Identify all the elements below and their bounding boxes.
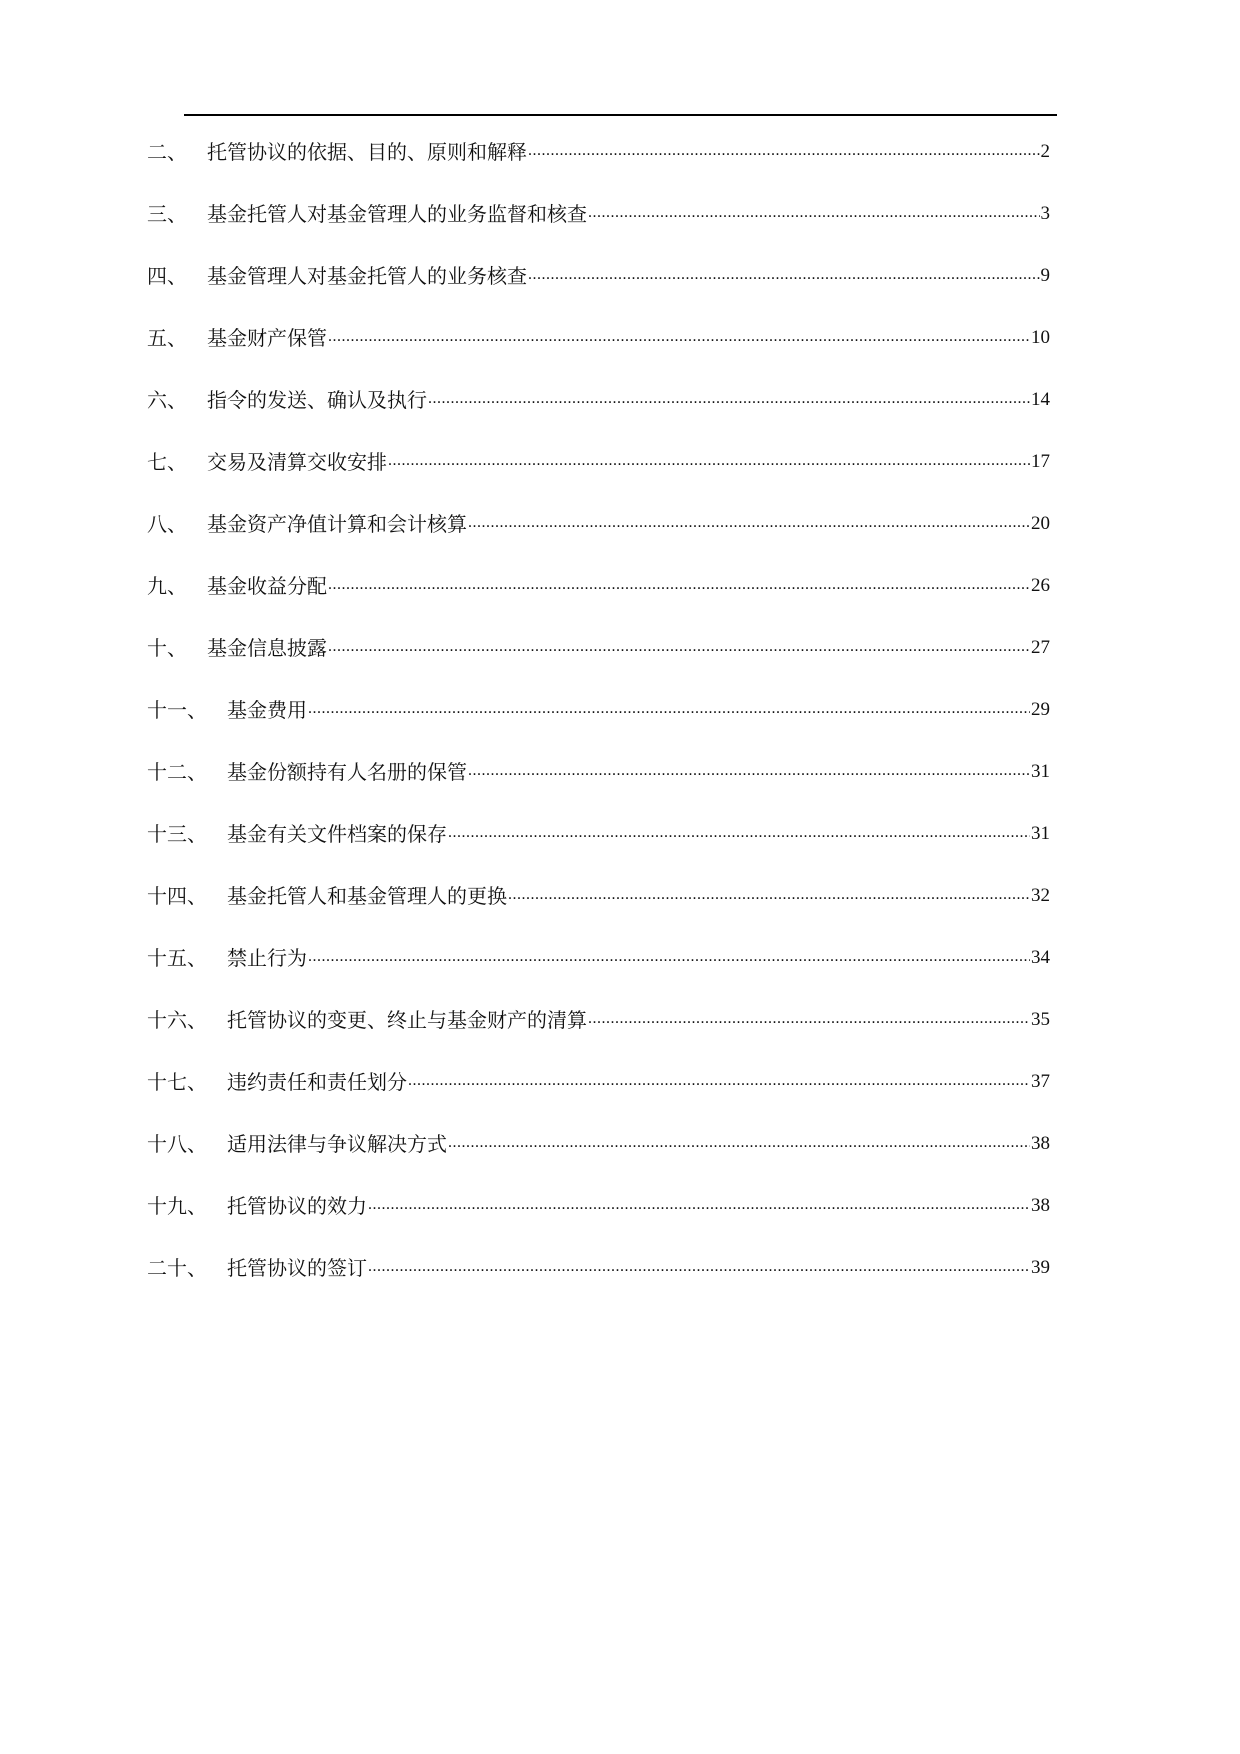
toc-entry[interactable] bbox=[147, 927, 1050, 989]
toc-dot-leader bbox=[447, 1132, 1030, 1156]
toc-dot-leader bbox=[467, 760, 1030, 784]
toc-entry-page: 38 bbox=[1031, 1133, 1050, 1154]
toc-dot-leader bbox=[387, 450, 1030, 474]
toc-entry[interactable] bbox=[147, 803, 1050, 865]
toc-entry-page: 39 bbox=[1031, 1257, 1050, 1278]
toc-entry-page: 29 bbox=[1031, 699, 1050, 720]
toc-entry-title: 基金费用 bbox=[227, 698, 307, 722]
toc-entry-number: 四、 bbox=[147, 264, 187, 288]
toc-entry-number: 二十、 bbox=[147, 1256, 207, 1280]
toc-dot-leader bbox=[367, 1256, 1030, 1280]
toc-dot-leader bbox=[327, 326, 1030, 350]
toc-entry-page: 38 bbox=[1031, 1195, 1050, 1216]
toc-entry[interactable] bbox=[147, 865, 1050, 927]
toc-entry[interactable] bbox=[147, 431, 1050, 493]
toc-entry-page: 17 bbox=[1031, 451, 1050, 472]
toc-entry-title: 托管协议的效力 bbox=[227, 1194, 367, 1218]
toc-entry-title: 指令的发送、确认及执行 bbox=[207, 388, 427, 412]
toc-dot-leader bbox=[367, 1194, 1030, 1218]
toc-entry-number: 十七、 bbox=[147, 1070, 207, 1094]
toc-entry-title: 交易及清算交收安排 bbox=[207, 450, 387, 474]
toc-entry[interactable] bbox=[147, 183, 1050, 245]
toc-entry-title: 基金资产净值计算和会计核算 bbox=[207, 512, 467, 536]
toc-entry-page: 14 bbox=[1031, 389, 1050, 410]
toc-entry-title: 禁止行为 bbox=[227, 946, 307, 970]
toc-entry[interactable] bbox=[147, 555, 1050, 617]
toc-entry[interactable] bbox=[147, 741, 1050, 803]
toc-entry-number: 十一、 bbox=[147, 698, 207, 722]
toc-entry-title: 基金有关文件档案的保存 bbox=[227, 822, 447, 846]
toc-dot-leader bbox=[467, 512, 1030, 536]
toc-entry-number: 十九、 bbox=[147, 1194, 207, 1218]
toc-entry[interactable] bbox=[147, 1175, 1050, 1237]
toc-entry-page: 2 bbox=[1040, 141, 1050, 162]
toc-dot-leader bbox=[327, 574, 1030, 598]
toc-entry-page: 32 bbox=[1031, 885, 1050, 906]
toc-entry[interactable] bbox=[147, 245, 1050, 307]
toc-entry[interactable] bbox=[147, 1237, 1050, 1299]
toc-entry-number: 十四、 bbox=[147, 884, 207, 908]
toc-entry[interactable] bbox=[147, 121, 1050, 183]
toc-entry-title: 基金收益分配 bbox=[207, 574, 327, 598]
toc-dot-leader bbox=[527, 264, 1040, 288]
toc-entry-title: 基金管理人对基金托管人的业务核查 bbox=[207, 264, 527, 288]
toc-entry-number: 十三、 bbox=[147, 822, 207, 846]
toc-entry[interactable] bbox=[147, 369, 1050, 431]
toc-entry-number: 十二、 bbox=[147, 760, 207, 784]
toc-entry[interactable] bbox=[147, 1113, 1050, 1175]
toc-entry-number: 十五、 bbox=[147, 946, 207, 970]
toc-entry-page: 31 bbox=[1031, 823, 1050, 844]
toc-entry-page: 10 bbox=[1031, 327, 1050, 348]
toc-entry-number: 七、 bbox=[147, 450, 187, 474]
toc-entry-page: 3 bbox=[1040, 203, 1050, 224]
toc-entry-title: 适用法律与争议解决方式 bbox=[227, 1132, 447, 1156]
toc-entry-number: 十八、 bbox=[147, 1132, 207, 1156]
toc-entry-page: 31 bbox=[1031, 761, 1050, 782]
toc-dot-leader bbox=[307, 698, 1030, 722]
toc-dot-leader bbox=[327, 636, 1030, 660]
toc-dot-leader bbox=[507, 884, 1030, 908]
toc-dot-leader bbox=[527, 140, 1040, 164]
toc-entry-page: 27 bbox=[1031, 637, 1050, 658]
toc-entry-number: 三、 bbox=[147, 202, 187, 226]
toc-entry-page: 20 bbox=[1031, 513, 1050, 534]
toc-entry-title: 基金托管人和基金管理人的更换 bbox=[227, 884, 507, 908]
toc-entry-title: 违约责任和责任划分 bbox=[227, 1070, 407, 1094]
header-rule bbox=[184, 114, 1057, 116]
toc-entry-title: 基金财产保管 bbox=[207, 326, 327, 350]
toc-entry-page: 34 bbox=[1031, 947, 1050, 968]
toc-entry-title: 基金信息披露 bbox=[207, 636, 327, 660]
toc-dot-leader bbox=[407, 1070, 1030, 1094]
toc-entry-number: 六、 bbox=[147, 388, 187, 412]
toc-dot-leader bbox=[427, 388, 1030, 412]
toc-entry-title: 基金份额持有人名册的保管 bbox=[227, 760, 467, 784]
toc-entry-number: 十六、 bbox=[147, 1008, 207, 1032]
toc-dot-leader bbox=[587, 202, 1040, 226]
toc-entry[interactable] bbox=[147, 617, 1050, 679]
toc-entry-page: 37 bbox=[1031, 1071, 1050, 1092]
toc-entry-number: 九、 bbox=[147, 574, 187, 598]
toc-entry-title: 基金托管人对基金管理人的业务监督和核查 bbox=[207, 202, 587, 226]
toc-entry-title: 托管协议的依据、目的、原则和解释 bbox=[207, 140, 527, 164]
toc-entry-number: 十、 bbox=[147, 636, 187, 660]
toc-entry[interactable] bbox=[147, 989, 1050, 1051]
toc-dot-leader bbox=[307, 946, 1030, 970]
toc-entry[interactable] bbox=[147, 493, 1050, 555]
table-of-contents bbox=[147, 121, 1050, 1299]
toc-dot-leader bbox=[447, 822, 1030, 846]
toc-entry-page: 26 bbox=[1031, 575, 1050, 596]
toc-entry-number: 二、 bbox=[147, 140, 187, 164]
toc-entry-page: 35 bbox=[1031, 1009, 1050, 1030]
toc-entry[interactable] bbox=[147, 307, 1050, 369]
toc-entry-number: 八、 bbox=[147, 512, 187, 536]
toc-entry-title: 托管协议的变更、终止与基金财产的清算 bbox=[227, 1008, 587, 1032]
toc-entry[interactable] bbox=[147, 1051, 1050, 1113]
toc-entry-number: 五、 bbox=[147, 326, 187, 350]
toc-entry-title: 托管协议的签订 bbox=[227, 1256, 367, 1280]
toc-dot-leader bbox=[587, 1008, 1030, 1032]
toc-entry[interactable] bbox=[147, 679, 1050, 741]
toc-entry-page: 9 bbox=[1040, 265, 1050, 286]
